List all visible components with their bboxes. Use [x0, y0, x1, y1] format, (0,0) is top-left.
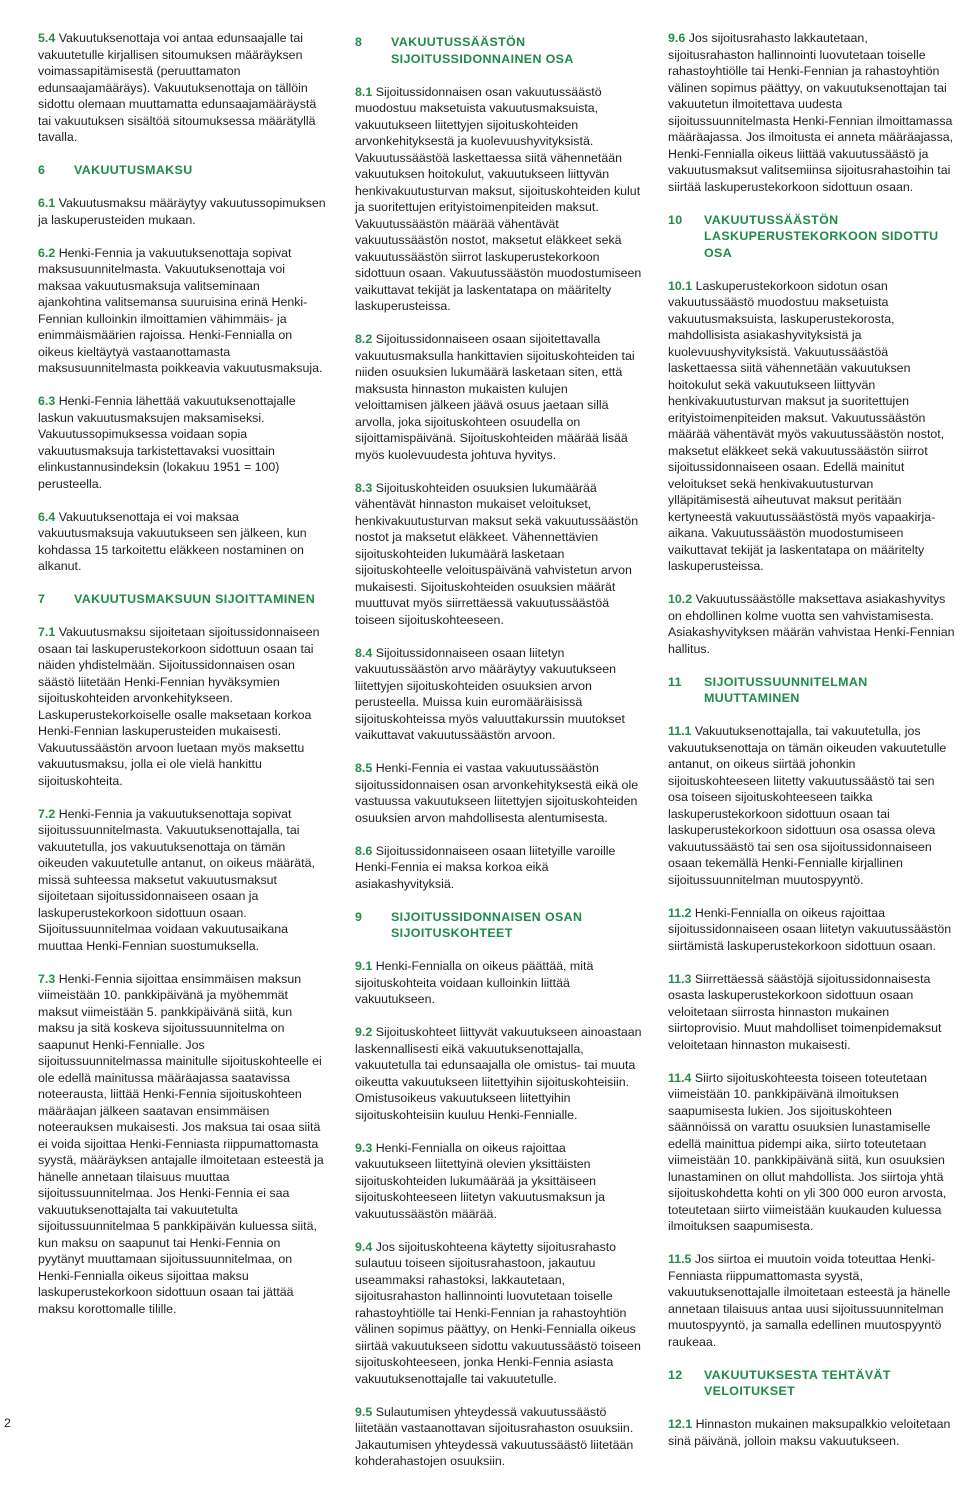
- paragraph-text: Vakuutusmaksu määräytyy vakuutussopimuksen ja laskuperusteiden mukaan.: [38, 196, 326, 227]
- paragraph-8-2: [355, 331, 643, 463]
- paragraph-number: 11.2: [668, 905, 692, 920]
- paragraph-9-4: [355, 1239, 643, 1388]
- paragraph-number: 5.4: [38, 31, 56, 45]
- paragraph-7-3: [38, 971, 326, 1318]
- section-number: 11: [668, 674, 682, 689]
- paragraph-11-2: [668, 905, 956, 955]
- section-number: 8: [355, 35, 363, 49]
- paragraph-text: Henki-Fennia ja vakuutuksenottaja sopivat maksusuunnitelmasta. Vakuutuksenottaja voi maksaa vakuutusmaksuja valitseminaan ajankohtina valitsemansa suuruisina erinä Henki-Fennian kulloinkin ilmoittamien vähimmäis- ja enimmäismäärien rajoissa. Henki-Fennialla on oikeus kieltäytyä vastaanottamasta maksusuunnitelmasta poikkeavia vakuutusmaksuja.: [38, 245, 323, 375]
- paragraph-number: 9.2: [355, 1025, 373, 1039]
- paragraph-text: Sijoitussidonnaisen osan vakuutussäästö muodostuu maksetuista vakuutusmaksuista, vakuutukseen liitettyjen sijoituskohteiden arvonkehityksestä ja kuolevuushyvityksistä. Vakuutussäästöä laskettaessa siitä vähennetään vakuutuksen hoitokulut, vakuutukseen liittyvän henkivakuutusturvan maksut, sijoituskohteiden kulut ja suoritettujen erityistoimenpiteiden maksut. Vakuutussäästön määrää vähentävät vakuutussäästön nostot, maksetut eläkkeet sekä vakuutussäästön siirrot laskuperustekorkoon sidottuun osaan. Vakuutussäästön muodostumiseen vaikuttavat tekijät ja laskentatapa on määritelty laskuperusteissa.: [355, 84, 642, 313]
- paragraph-number: 9.6: [668, 31, 686, 45]
- paragraph-11-5: [668, 1251, 956, 1350]
- section-number: 9: [355, 909, 363, 924]
- paragraph-number: 7.3: [38, 971, 56, 986]
- paragraph-text: Henki-Fennia lähettää vakuutuksenottajalle laskun vakuutusmaksujen maksamiseksi. Vakuutussopimuksessa voidaan sopia vakuutusmaksuja tarkistettavaksi vuosittain elinkustannusindeksin (lokakuu 1951 = 100) perusteella.: [38, 394, 296, 491]
- text-column-3: [668, 30, 956, 1466]
- paragraph-text: Vakuutusmaksu sijoitetaan sijoitussidonnaiseen osaan tai laskuperustekorkoon sidottuun osaan tai näiden yhdistelmään. Sijoitussidonnaisen osan säästö liitetään Henki-Fennian hyväksymien sijoituskohteiden arvonkehitykseen. Laskuperustekorkoiselle osalle maksetaan korkoa Henki-Fennian laskuperusteiden mukaisesti. Vakuutussäästön arvoon luetaan myös maksettu vakuutusmaksu, jolla ei ole vielä hankittu sijoituskohteita.: [38, 625, 320, 788]
- paragraph-text: Henki-Fennia ei vastaa vakuutussäästön sijoitussidonnaisen osan arvonkehityksestä eikä ole vastuussa vakuutukseen liitettyjen sijoituskohteiden osuuksien arvon mahdollisesta alentumisesta.: [355, 761, 639, 825]
- paragraph-8-3: [355, 480, 643, 629]
- paragraph-text: Siirto sijoituskohteesta toiseen toteutetaan viimeistään 10. pankkipäivänä ilmoituksen saapumisesta lukien. Jos sijoituskohteen säännöissä on varattu osuuksien lunastamiselle edellä mainittua pidempi aika, siirto toteutetaan viimeistään 10. pankkipäivänä siitä, kun osuuksien lunastaminen on ollut mahdollista. Jos siirtoja yhtä sijoituskohdetta kohti on yli 300 000 euron arvosta, toteutetaan siirto viimeistään kuukauden kuluessa ilmoituksen saapumisesta.: [668, 1070, 947, 1233]
- paragraph-text: Hinnaston mukainen maksupalkkio veloitetaan sinä päivänä, jolloin maksu vakuutukseen.: [668, 1417, 951, 1448]
- paragraph-11-4: [668, 1070, 956, 1235]
- section-heading-8: [355, 34, 643, 67]
- paragraph-9-6: [668, 30, 956, 195]
- paragraph-number: 8.5: [355, 761, 373, 775]
- paragraph-6-2: [38, 245, 326, 377]
- paragraph-9-3: [355, 1140, 643, 1223]
- paragraph-number: 6.4: [38, 509, 56, 524]
- paragraph-7-2: [38, 806, 326, 955]
- paragraph-text: Sijoituskohteet liittyvät vakuutukseen ainoastaan laskennallisesti eikä vakuutuksenottajalla, vakuutetulla tai edunsaajalla ole omistus- tai muuta oikeutta vakuutukseen liitettyihin sijoituskohteisiin. Omistusoikeus vakuutukseen liitettyihin sijoituskohteisiin kuuluu Henki-Fennialle.: [355, 1025, 642, 1122]
- section-title: VAKUUTUSSÄÄSTÖN LASKUPERUSTEKORKOON SIDOTTU OSA: [704, 212, 939, 260]
- paragraph-text: Henki-Fennialla on oikeus rajoittaa sijoitussidonnaiseen osaan liitetyn vakuutussäästön siirtämistä laskuperustekorkoon sidottuun osaan.: [668, 905, 952, 953]
- paragraph-text: Sijoitussidonnaiseen osaan liitetyille varoille Henki-Fennia ei maksa korkoa eikä asiakashyvityksiä.: [355, 843, 616, 891]
- paragraph-number: 11.1: [668, 724, 692, 738]
- paragraph-7-1: [38, 624, 326, 789]
- paragraph-number: 12.1: [668, 1417, 693, 1431]
- paragraph-6-3: [38, 393, 326, 492]
- section-heading-7: [38, 591, 326, 608]
- paragraph-number: 6.1: [38, 196, 56, 210]
- paragraph-number: 7.1: [38, 625, 56, 639]
- paragraph-number: 6.3: [38, 394, 56, 408]
- section-title: VAKUUTUSSÄÄSTÖN SIJOITUSSIDONNAINEN OSA: [391, 35, 574, 66]
- paragraph-number: 9.1: [355, 959, 373, 973]
- paragraph-8-4: [355, 645, 643, 744]
- paragraph-10-1: [668, 278, 956, 575]
- paragraph-8-6: [355, 843, 643, 893]
- paragraph-9-1: [355, 958, 643, 1008]
- paragraph-text: Sijoituskohteiden osuuksien lukumäärää vähentävät hinnaston mukaiset veloitukset, henkivakuutusturvan maksut sekä vakuutussäästön nostot ja maksetut eläkkeet. Vähennettävien sijoituskohteiden lukumäärä lasketaan sijoituskohteelle veloituspäivänä vahvistetun arvon mukaisesti. Sijoituskohteiden osuuksien määrät muuttuvat myös siirrettäessä vakuutussäästöä toiseen sijoituskohteeseen.: [355, 480, 639, 627]
- paragraph-number: 11.4: [668, 1070, 692, 1085]
- paragraph-text: Sijoitussidonnaiseen osaan liitetyn vakuutussäästön arvo määräytyy vakuutukseen liitettyjen sijoituskohteiden osuuksien arvon perusteella. Muissa kuin euromääräisissä sijoituskohteissa myös valuuttakurssin muutokset vaikuttavat vakuutussäästön arvoon.: [355, 645, 625, 742]
- text-column-2: [355, 30, 643, 1486]
- section-title: VAKUUTUSMAKSUUN SIJOITTAMINEN: [74, 592, 316, 606]
- paragraph-number: 9.5: [355, 1404, 373, 1419]
- paragraph-number: 8.6: [355, 843, 373, 858]
- section-title: SIJOITUSSUUNNITELMAN MUUTTAMINEN: [704, 674, 868, 705]
- paragraph-5-4: [38, 30, 326, 146]
- paragraph-11-3: [668, 971, 956, 1054]
- section-heading-10: [668, 212, 956, 262]
- paragraph-text: Henki-Fennialla on oikeus päättää, mitä sijoituskohteita voidaan kulloinkin liittää vakuutukseen.: [355, 959, 594, 1006]
- section-title: SIJOITUSSIDONNAISEN OSAN SIJOITUSKOHTEET: [391, 909, 583, 940]
- paragraph-text: Jos sijoitusrahasto lakkautetaan, sijoitusrahaston hallinnointi luovutetaan toiselle rahastoyhtiölle tai Henki-Fennian ja rahastoyhtiön välinen sopimus päättyy, on vakuutuksenottajan tai vakuutetun ilmoitettava uudesta sijoitussuunnitelmasta Henki-Fennian ilmoittamassa määräajassa. Jos ilmoitusta ei anneta määräajassa, Henki-Fennialla oikeus liittää vakuutussäästö ja vakuutusmaksut valitsemiinsa sijoitusrahastoihin tai siirtää laskuperustekorkoon sidottuun osaan.: [668, 31, 954, 194]
- paragraph-8-1: [355, 84, 643, 315]
- section-heading-6: [38, 162, 326, 179]
- paragraph-number: 8.1: [355, 84, 373, 99]
- paragraph-number: 8.3: [355, 480, 373, 495]
- paragraph-number: 6.2: [38, 245, 56, 260]
- paragraph-text: Henki-Fennia sijoittaa ensimmäisen maksun viimeistään 10. pankkipäivänä ja myöhemmät maksut viimeistään 5. pankkipäivänä siitä, kun maksu ja sitä koskeva sijoitussuunnitelma on saapunut Henki-Fennialle. Jos sijoitussuunnitelmassa mainitulle sijoituskohteelle ei ole edellä mainitussa määräajassa saatavissa noteerausta, liittää Henki-Fennia sijoituskohteen määräajan jälkeen saatavan ensimmäisen noteerauksen mukaisesti. Jos maksua tai osaa siitä ei voida sijoittaa Henki-Fenniasta riippumattomasta syystä, määräyksen antajalle ilmoitetaan esteestä ja hänelle annetaan tilaisuus muuttaa sijoitussuunnitelmaa. Jos Henki-Fennia ei saa vakuutuksenottajalta tai vakuutetulta sijoitussuunnitelmaa 5 pankkipäivän kuluessa siitä, kun maksu on saapunut tai Henki-Fennia on pyytänyt muuttamaan sijoitussuunnitelmaa, on Henki-Fennialla oikeus sijoittaa maksu laskuperustekorkoon sidottuun osaan tai jättää maksu korottomalle tilille.: [38, 971, 324, 1316]
- section-heading-9: [355, 909, 643, 942]
- paragraph-number: 11.5: [668, 1252, 692, 1266]
- paragraph-9-2: [355, 1024, 643, 1123]
- paragraph-text: Vakuutuksenottaja voi antaa edunsaajalle tai vakuutetulle kirjallisen sitoumuksen määräyksen voimassapitämisestä (peruuttamaton edunsaajamääräys). Vakuutuksenottaja on tällöin sidottu olemaan muuttamatta edunsaajamääräystä tai vakuutuksen sisältöä sitoumuksessa määrätyllä tavalla.: [38, 31, 317, 144]
- paragraph-number: 7.2: [38, 806, 56, 821]
- paragraph-text: Henki-Fennia ja vakuutuksenottaja sopivat sijoitussuunnitelmasta. Vakuutuksenottajalla, tai vakuutetulla, jos vakuutuksenottaja on tämän oikeuden vakuutetulle antanut, on oikeus määrätä, missä suhteessa maksetut vakuutusmaksut sijoitetaan sijoitussidonnaiseen osaan ja laskuperustekorkoon sidottuun osaan. Sijoitussuunnitelmaa voidaan vakuutusaikana muuttaa Henki-Fennian suostumuksella.: [38, 806, 315, 953]
- section-title: VAKUUTUKSESTA TEHTÄVÄT VELOITUKSET: [704, 1367, 891, 1398]
- paragraph-text: Laskuperustekorkoon sidotun osan vakuutussäästö muodostuu maksetuista vakuutusmaksuista, laskuperustekorosta, mahdollisista asiakashyvityksistä ja kuolevuushyvityksistä. Vakuutussäästöä laskettaessa siitä vähennetään vakuutuksen hoitokulut sekä vakuutukseen liittyvän henkivakuutusturvan maksut ja suoritettujen erityistoimenpiteiden maksut. Vakuutussäästön määrää vähentävät myös vakuutussäästön nostot, maksetut eläkkeet sekä vakuutussäästön siirrot sijoitussidonnaiseen osaan. Edellä mainitut veloitukset sekä henkivakuutusturvan ylläpitämisestä aiheutuvat maksut peritään kertyneestä vakuutussäästöstä myös vapaakirja-aikana. Vakuutussäästön muodostumiseen vaikuttavat tekijät ja laskentatapa on määritelty laskuperusteissa.: [668, 278, 945, 573]
- paragraph-number: 9.3: [355, 1140, 373, 1155]
- paragraph-6-4: [38, 509, 326, 575]
- paragraph-number: 11.3: [668, 971, 692, 986]
- page-number: 2: [4, 1416, 11, 1430]
- paragraph-number: 10.1: [668, 278, 693, 293]
- paragraph-6-1: [38, 195, 326, 228]
- paragraph-text: Vakuutuksenottaja ei voi maksaa vakuutusmaksuja vakuutukseen sen jälkeen, kun kohdassa 15 tarkoitettu eläkkeen nostaminen on alkanut.: [38, 509, 307, 573]
- section-heading-11: [668, 674, 956, 707]
- paragraph-11-1: [668, 723, 956, 888]
- paragraph-text: Jos siirtoa ei muutoin voida toteuttaa Henki-Fenniasta riippumattomasta syystä, vakuutuksenottajalle ilmoitetaan esteestä ja hänelle annetaan tilaisuus antaa uusi sijoitussuunnitelman muutospyyntö, ja samalla edellinen muutospyyntö raukeaa.: [668, 1252, 951, 1349]
- paragraph-text: Jos sijoituskohteena käytetty sijoitusrahasto sulautuu toiseen sijoitusrahastoon, jakautuu useammaksi rahastoksi, lakkautetaan, sijoitusrahaston hallinnointi luovutetaan toiselle rahastoyhtiölle tai Henki-Fennian ja rahastoyhtiön välinen sopimus päättyy, on Henki-Fennialla oikeus siirtää vakuutukseen sidottu vakuutussäästö toiseen sijoituskohteeseen, jonka Henki-Fennia asiasta vakuutuksenottajalle tai vakuutetulle.: [355, 1239, 641, 1386]
- section-number: 6: [38, 163, 46, 177]
- section-number: 12: [668, 1367, 683, 1382]
- paragraph-text: Vakuutuksenottajalla, tai vakuutetulla, jos vakuutuksenottaja on tämän oikeuden vakuutetulle antanut, on oikeus siirtää johonkin sijoituskohteeseen liitetty vakuutussäästö tai sen osa toiseen sijoituskohteeseen taikka laskuperustekorkoon sidottuun osaan tai laskuperustekorkoon sidottuun osa osassa oleva vakuutussäästö tai sen osa sijoitussidonnaiseen osaan tekemällä Henki-Fennialle kirjallinen sijoitussuunnitelman muutospyyntö.: [668, 724, 947, 887]
- paragraph-12-1: [668, 1416, 956, 1449]
- paragraph-text: Sulautumisen yhteydessä vakuutussäästö liitetään vastaanottavan sijoitusrahaston osuuksiin. Jakautumisen yhteydessä vakuutussäästö liitetään kohderahastojen osuuksiin.: [355, 1404, 634, 1468]
- section-heading-12: [668, 1367, 956, 1400]
- section-number: 7: [38, 592, 46, 606]
- paragraph-10-2: [668, 591, 956, 657]
- section-title: VAKUUTUSMAKSU: [74, 163, 193, 177]
- paragraph-text: Henki-Fennialla on oikeus rajoittaa vakuutukseen liitettyinä olevien yksittäisten sijoituskohteiden lukumäärää ja yksittäiseen sijoituskohteeseen liitetyn vakuutusmaksun ja vakuutussäästön määrää.: [355, 1140, 606, 1221]
- paragraph-text: Siirrettäessä säästöjä sijoitussidonnaisesta osasta laskuperustekorkoon sidottuun osaan veloitetaan siirrosta hinnaston mukainen siirtoprovisio. Muut mahdolliset toimenpidemaksut veloitetaan hinnaston mukaisesti.: [668, 971, 942, 1052]
- paragraph-number: 9.4: [355, 1239, 373, 1254]
- paragraph-8-5: [355, 760, 643, 826]
- paragraph-text: Sijoitussidonnaiseen osaan sijoitettavalla vakuutusmaksulla hankittavien sijoituskohteiden tai niiden osuuksien lukumäärä lasketaan siten, että maksusta hinnaston mukaisten kulujen veloittamisen jälkeen jäävä osuus jaetaan sillä arvolla, joka sijoituskohteen osuudella on sijoittamispäivänä. Sijoituskohteiden määrää lisää myös kuolevuudesta johtuva hyvitys.: [355, 332, 635, 462]
- paragraph-number: 8.4: [355, 645, 373, 660]
- text-column-1: [38, 30, 326, 1334]
- paragraph-number: 10.2: [668, 592, 693, 606]
- section-number: 10: [668, 212, 683, 227]
- paragraph-text: Vakuutussäästölle maksettava asiakashyvitys on ehdollinen kolme vuotta sen vahvistamisesta. Asiakashyvityksen määrän vahvistaa Henki-Fennian hallitus.: [668, 592, 955, 656]
- paragraph-number: 8.2: [355, 332, 373, 346]
